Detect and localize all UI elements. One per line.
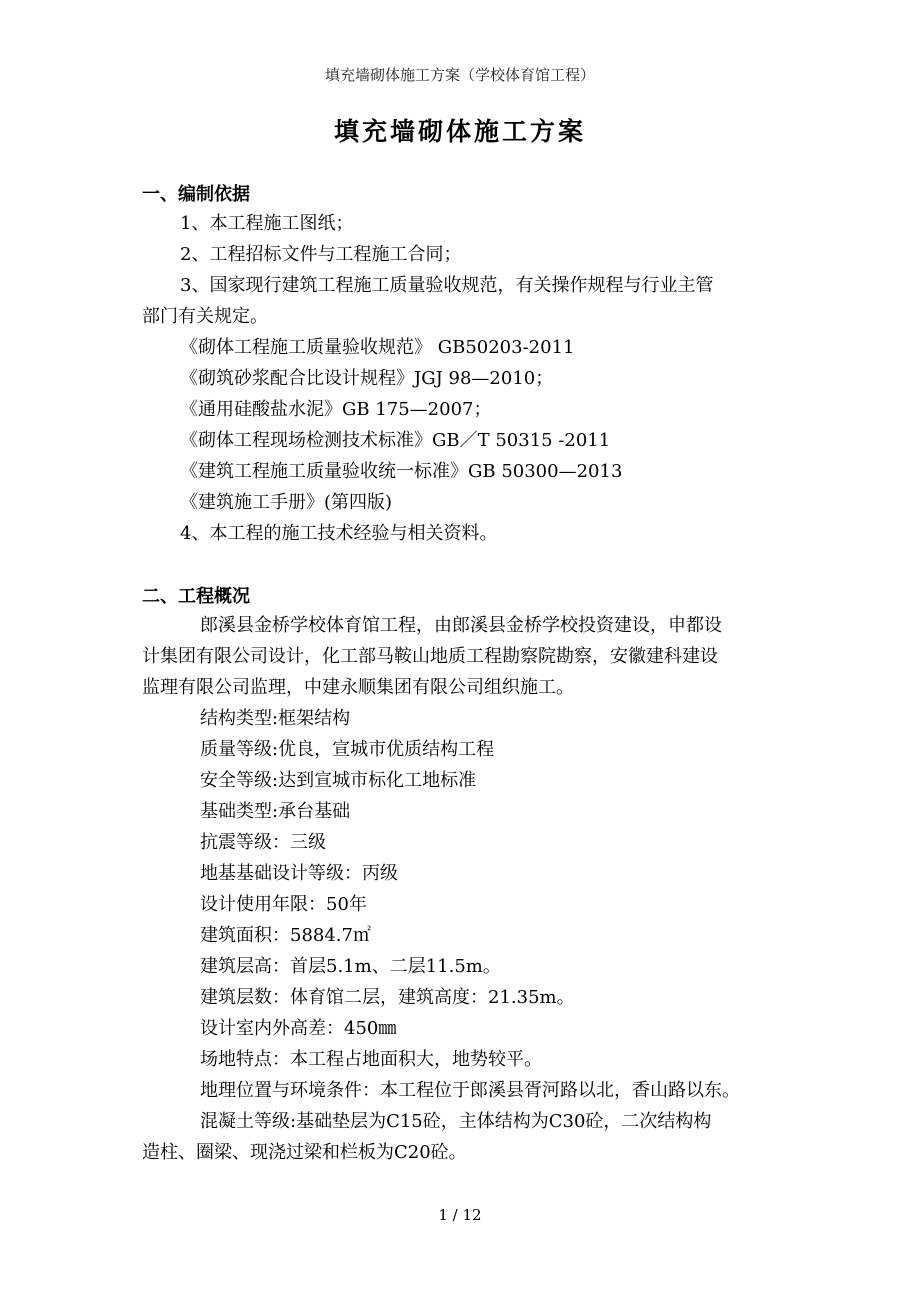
page-number: 1 / 12 — [438, 1206, 482, 1224]
section-heading-basis: 一、编制依据 — [142, 184, 250, 205]
basis-item: 2、工程招标文件与工程施工合同； — [180, 244, 462, 265]
basis-item: 1、本工程施工图纸； — [180, 213, 354, 234]
overview-paragraph-line: 监理有限公司监理，中建永顺集团有限公司组织施工。 — [142, 677, 574, 698]
project-fact: 建筑层数：体育馆二层，建筑高度：21.35m。 — [200, 987, 575, 1008]
section-heading-overview: 二、工程概况 — [142, 586, 250, 607]
project-fact: 基础类型:承台基础 — [200, 801, 351, 822]
project-fact: 安全等级:达到宣城市标化工地标准 — [200, 770, 477, 791]
project-fact: 场地特点：本工程占地面积大，地势较平。 — [200, 1049, 542, 1070]
project-fact: 地理位置与环境条件：本工程位于郎溪县胥河路以北，香山路以东。 — [200, 1080, 740, 1101]
standard-reference: 《建筑工程施工质量验收统一标准》GB 50300—2013 — [180, 461, 623, 482]
basis-item: 4、本工程的施工技术经验与相关资料。 — [180, 523, 498, 544]
standard-reference: 《砌体工程施工质量验收规范》 GB50203-2011 — [180, 337, 575, 358]
standard-reference: 《通用硅酸盐水泥》GB 175—2007； — [180, 399, 492, 420]
standard-reference: 《建筑施工手册》(第四版) — [180, 492, 393, 513]
project-fact: 设计室内外高差：450㎜ — [200, 1018, 397, 1039]
standard-reference: 《砌筑砂浆配合比设计规程》JGJ 98—2010； — [180, 368, 554, 389]
overview-paragraph-line: 计集团有限公司设计，化工部马鞍山地质工程勘察院勘察，安徽建科建设 — [142, 646, 718, 667]
project-fact-continuation: 造柱、圈梁、现浇过梁和栏板为C20砼。 — [142, 1142, 467, 1163]
project-fact: 结构类型:框架结构 — [200, 708, 351, 729]
project-fact: 混凝土等级:基础垫层为C15砼，主体结构为C30砼，二次结构构 — [200, 1111, 712, 1132]
project-fact: 建筑层高：首层5.1m、二层11.5m。 — [200, 956, 501, 977]
document-title: 填充墙砌体施工方案 — [333, 117, 586, 146]
overview-paragraph-line: 郎溪县金桥学校体育馆工程，由郎溪县金桥学校投资建设，申都设 — [200, 615, 722, 636]
project-fact: 质量等级:优良，宣城市优质结构工程 — [200, 739, 495, 760]
standard-reference: 《砌体工程现场检测技术标准》GB／T 50315 -2011 — [180, 430, 611, 451]
basis-item-continuation: 部门有关规定。 — [142, 306, 268, 327]
project-fact: 建筑面积：5884.7㎡ — [200, 925, 371, 946]
project-fact: 设计使用年限：50年 — [200, 894, 367, 915]
basis-item: 3、国家现行建筑工程施工质量验收规范，有关操作规程与行业主管 — [180, 275, 714, 296]
running-header: 填充墙砌体施工方案（学校体育馆工程） — [324, 66, 595, 84]
project-fact: 地基基础设计等级：丙级 — [200, 863, 398, 884]
project-fact: 抗震等级：三级 — [200, 832, 326, 853]
